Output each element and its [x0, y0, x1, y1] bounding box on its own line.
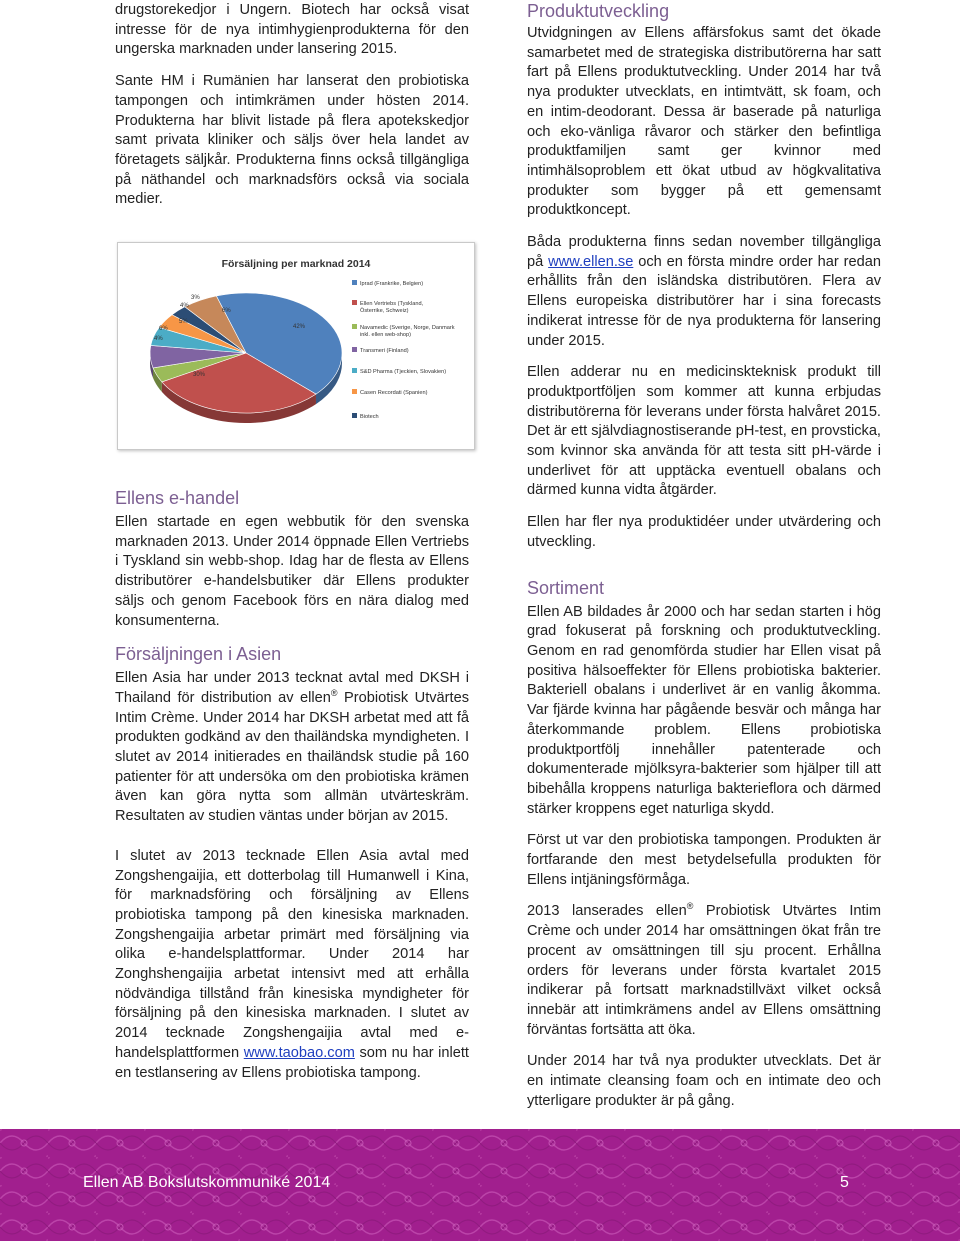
ehandel-heading: Ellens e-handel — [115, 488, 240, 508]
pie-data-label-7: 6% — [222, 308, 231, 314]
legend-label-3: Transmeri (Finland) — [360, 348, 409, 354]
legend-swatch-2 — [352, 324, 357, 329]
pie-data-label-3: 6% — [159, 326, 168, 332]
sort-p3-text-a: 2013 lanserades ellen — [527, 903, 687, 920]
legend-swatch-3 — [352, 347, 357, 352]
prod-paragraph-3: Ellen adderar nu en medicinskteknisk produkt till produktportföljen som kommer att kunna erbjudas distributörerna för leverans under första halvåret 2015. Det är ett självdiagnostiserande pH-test, en provsticka, som kvinnor ska använda för att testa sitt pH-värde i underlivet för att upptäcka eventuell obalans och därmed kunna vidta åtgärder. — [527, 364, 881, 499]
pie-data-label-4: 5% — [179, 319, 188, 325]
asien-paragraph-2 — [115, 847, 469, 1083]
legend-label-2: Navamedic (Sverige, Norge, Danmark inkl. ellen web-shop) — [360, 325, 455, 338]
pie-data-label-6: 3% — [191, 295, 200, 301]
legend-label-0: Iprad (Frankrike, Belgien) — [360, 281, 424, 287]
legend-swatch-4 — [352, 368, 357, 373]
ellen-site-link[interactable]: www.ellen.se — [548, 253, 634, 270]
left-column — [115, 0, 469, 222]
prod-paragraph-4: Ellen har fler nya produktidéer under utvärdering och utveckling. — [527, 514, 881, 550]
page-number: 5 — [840, 1174, 849, 1191]
asien-paragraph-1 — [115, 669, 469, 827]
prod-p2-text-b: och en första mindre order har redan erhållits från den isländska distributören. Flera av Ellens europeiska distributörer har i sina forecasts indikerat intresse för de nya produkterna för lansering under 2015. — [527, 253, 881, 349]
prod-paragraph-1: Utvidgningen av Ellens affärsfokus samt det ökade samarbetet med de strategiska distributörerna har satt fart på Ellens produktutveckling. Under 2014 har två nya produkter utvecklats, en intimtvätt, sk foam, och en intim-deodorant. Dessa är baserade på naturliga och eko-vänliga råvaror och stärker den befintliga produktfamiljen samt ger kvinnor med intimhälsoproblem ett ökat utbud av högkvalitativa produkter som bygger på ett gemensamt produktkoncept. — [527, 25, 881, 219]
pie-chart-svg — [118, 243, 474, 449]
pie-data-label-5: 4% — [180, 303, 189, 309]
pie-data-label-1: 30% — [193, 372, 206, 378]
footer-title: Ellen AB Bokslutskommuniké 2014 — [83, 1174, 331, 1191]
asien-heading: Försäljningen i Asien — [115, 644, 282, 665]
legend-swatch-6 — [352, 413, 357, 418]
asien-p1-text-b: Probiotisk Utvärtes Intim Crème. Under 2014 har DKSH arbetat med att få produkten godkänd av den thailändska myndigheten. I slutet av 2014 initierades en thailändsk studie på 160 patienter för att undersöka om den probiotiska krämen även kan göra nytta som allmän utvärteskräm. Resultaten av studien väntas under början av 2015. — [115, 689, 469, 825]
registered-mark: ® — [330, 688, 338, 699]
sales-per-market-chart — [117, 242, 475, 450]
taobao-link[interactable]: www.taobao.com — [243, 1044, 355, 1061]
legend-label-6: Biotech — [360, 414, 379, 420]
sante-paragraph: Sante HM i Rumänien har lanserat den probiotiska tampongen och intimkrämen under hösten 2014. Produkterna har blivit listade på flera apotekskedjor samt privata kliniker och säljs över hela landet av företagets säljkår. Produkterna finns också tillgängliga på näthandel och marknadsförs också via sociala medier. — [115, 73, 469, 208]
sort-paragraph-1: Ellen AB bildades år 2000 och har sedan starten i hög grad fokuserat på forskning och produktutveckling. Genom en rad genomförda studier har Ellen visat på positiva hälsoeffekter för Ellens probiotiska bakterier. Bakteriell obalans i underlivet är en vanlig åkomma. Var fjärde kvinna har pågående besvär och många har återkommande problem. Ellens probiotiska produktportfölj innehåller patenterade och dokumenterade mjölksyra-bakterier som hjälper till att bibehålla kroppens naturliga bakterieflora och därmed stärker kroppens eget naturliga skydd. — [527, 603, 881, 817]
sort-paragraph-2: Först ut var den probiotiska tampongen. Produkten är fortfarande den mest betydelsefulla produkten för Ellens intjäningsförmåga. — [527, 832, 881, 888]
right-column — [527, 0, 881, 1123]
pie-data-label-2: 4% — [154, 336, 163, 342]
legend-swatch-1 — [352, 300, 357, 305]
legend-swatch-0 — [352, 280, 357, 285]
legend-label-1: Ellen Vertriebs (Tyskland, Österrike, Schweiz) — [360, 301, 424, 314]
sort-paragraph-4: Under 2014 har två nya produkter utvecklats. Det är en intimate cleansing foam och en intimate deo och ytterligare produkter är på gång. — [527, 1053, 881, 1109]
left-column-lower — [115, 487, 469, 1095]
legend-label-5: Casen Recordati (Spanien) — [360, 390, 428, 396]
chart-title: Försäljning per marknad 2014 — [221, 258, 371, 270]
prod-paragraph-2 — [527, 233, 881, 351]
page-footer — [0, 1129, 960, 1241]
ehandel-paragraph: Ellen startade en egen webbutik för den svenska marknaden 2013. Under 2014 öppnade Ellen Vertriebs i Tyskland sin webb-shop. Idag har de flesta av Ellens distributörer e-handelsbutiker där Ellens produkter säljs och genom Facebook förs en nära dialog med konsumenterna. — [115, 514, 469, 629]
legend-label-4: S&D Pharma (Tjeckien, Slovakien) — [360, 369, 447, 375]
intro-paragraph: drugstorekedjor i Ungern. Biotech har också visat intresse för de nya intimhygienprodukterna för den ungerska marknaden under lansering 2015. — [115, 2, 469, 58]
prod-heading: Produktutveckling — [527, 1, 670, 21]
registered-mark: ® — [686, 901, 694, 912]
legend-swatch-5 — [352, 389, 357, 394]
sortiment-heading: Sortiment — [527, 577, 605, 598]
asien-p1-text-a: Ellen Asia har under 2013 tecknat avtal med DKSH i Thailand för distribution av ellen — [115, 670, 469, 706]
sort-paragraph-3 — [527, 902, 881, 1040]
asien-p2-text-a: I slutet av 2013 tecknade Ellen Asia avtal med Zongshengaijia, ett dotterbolag till Humanwell i Kina, för marknadsföring och försäljning av Ellens probiotiska tampong på den kinesiska marknaden. Zongshengaijia arbetar primärt med försäljning via olika e-handelsplattformar. Under 2014 har Zonghshengaijia arbetat intensivt med att erhålla nödvändiga tillstånd från kinesiska myndigheter för försäljning på den kinesiska marknaden. I slutet av 2014 tecknade Zongshengaijia avtal med e-handelsplattformen — [115, 847, 469, 1061]
sort-p3-text-b: Probiotisk Utvärtes Intim Crème och under 2014 har omsättningen ökat från tre procent av omsättningen till sju procent. Erhållna orders för leverans under första kvartalet 2015 indikerar på fortsatt marknadstillväxt vilket också innebär att intimkrämens andel av Ellens omsättning förväntas fortsätta att öka. — [527, 903, 881, 1038]
pie-data-label-0: 42% — [293, 324, 306, 330]
pie-slices — [150, 293, 342, 413]
asien-p2-text-b: som nu har inlett en testlansering av Ellens probiotiska tampong. — [115, 1044, 469, 1081]
chart-legend — [352, 280, 455, 420]
prod-p2-text-a: Båda produkterna finns sedan november tillgängliga på — [527, 234, 881, 270]
